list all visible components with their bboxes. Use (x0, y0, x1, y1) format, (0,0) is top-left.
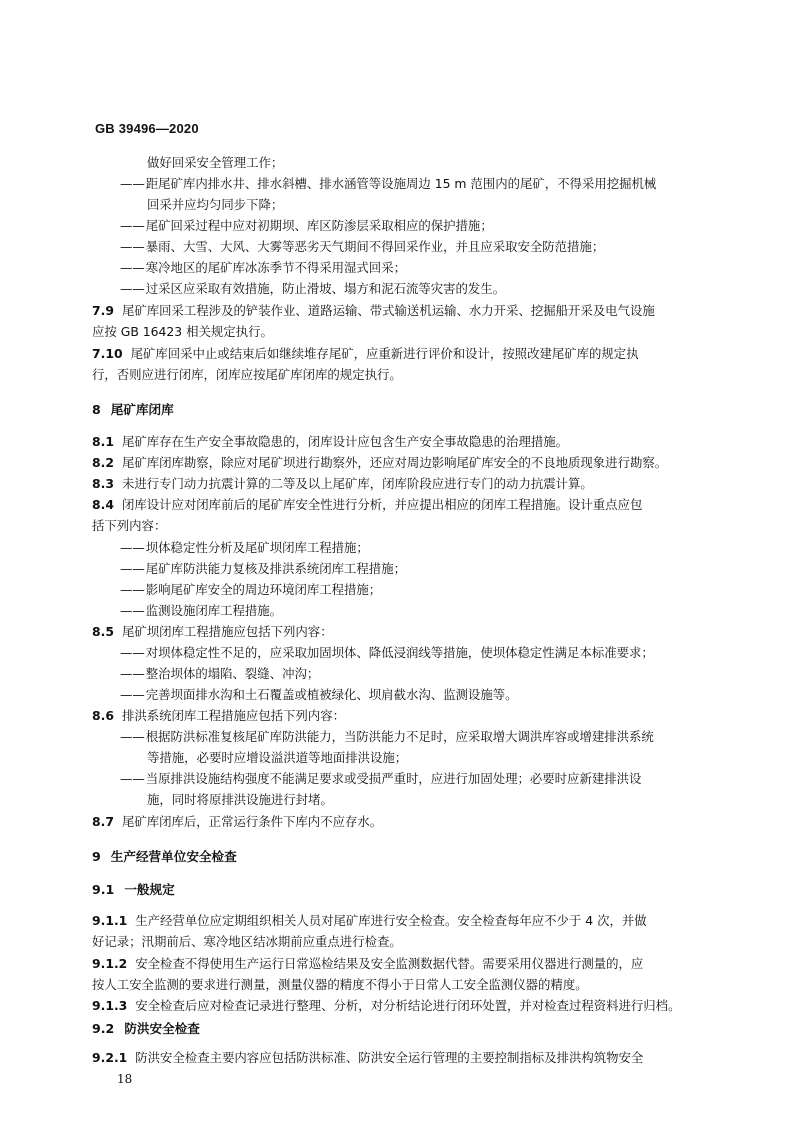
section-heading-8: 8 尾矿库闭库 (92, 402, 174, 417)
list-item: ——尾矿库防洪能力复核及排洪系统闭库工程措施； (120, 561, 406, 576)
list-item: ——距尾矿库内排水井、排水斜槽、排水涵管等设施周边 15 m 范围内的尾矿，不得采用挖掘机械 (120, 176, 657, 191)
clause-7-10: 7.10 尾矿库回采中止或结束后如继续堆存尾矿，应重新进行评价和设计，按照改建尾矿库的规定执 (92, 346, 639, 361)
clause-text: 好记录；汛期前后、寒冷地区结冰期前应重点进行检查。 (92, 934, 402, 949)
list-item: ——当原排洪设施结构强度不能满足要求或受损严重时，应进行加固处理；必要时应新建排洪设 (120, 771, 642, 786)
clause-text: 括下列内容： (92, 518, 167, 533)
page-number: 18 (117, 1072, 133, 1086)
clause-8-4: 8.4 闭库设计应对闭库前后的尾矿库安全性进行分析，并应提出相应的闭库工程措施。设计重点应包 (92, 497, 643, 512)
list-item: ——尾矿回采过程中应对初期坝、库区防渗层采取相应的保护措施； (120, 218, 493, 233)
clause-8-5: 8.5 尾矿坝闭库工程措施应包括下列内容： (92, 624, 333, 639)
list-item: ——过采区应采取有效措施，防止滑坡、塌方和泥石流等灾害的发生。 (120, 281, 506, 296)
list-item: ——整治坝体的塌陷、裂缝、冲沟； (120, 666, 320, 681)
clause-7-9: 7.9 尾矿库回采工程涉及的铲装作业、道路运输、带式输送机运输、水力开采、挖掘船开采及电气设施 (92, 303, 655, 318)
clause-8-3: 8.3 未进行专门动力抗震计算的二等及以上尾矿库，闭库阶段应进行专门的动力抗震计算。 (92, 476, 593, 491)
list-item: ——暴雨、大雪、大风、大雾等恶劣天气期间不得回采作业，并且应采取安全防范措施； (120, 239, 605, 254)
clause-text: 行，否则应进行闭库，闭库应按尾矿库闭库的规定执行。 (92, 367, 402, 382)
list-item: ——完善坝面排水沟和土石覆盖或植被绿化、坝肩截水沟、监测设施等。 (120, 687, 518, 702)
standard-number: GB 39496—2020 (95, 121, 199, 136)
clause-8-7: 8.7 尾矿库闭库后，正常运行条件下库内不应存水。 (92, 814, 383, 829)
list-item: ——根据防洪标准复核尾矿库防洪能力，当防洪能力不足时，应采取增大调洪库容或增建排洪系统 (120, 729, 654, 744)
list-item: 等措施，必要时应增设溢洪道等地面排洪设施； (147, 750, 408, 765)
clause-text: 按人工安全监测的要求进行测量，测量仪器的精度不得小于日常人工安全监测仪器的精度。 (92, 977, 588, 992)
list-item: ——影响尾矿库安全的周边环境闭库工程措施； (120, 582, 382, 597)
section-heading-9-1: 9.1 一般规定 (92, 882, 175, 897)
clause-8-6: 8.6 排洪系统闭库工程措施应包括下列内容： (92, 708, 345, 723)
section-heading-9-2: 9.2 防洪安全检查 (92, 1021, 200, 1036)
clause-9-1-1: 9.1.1 生产经营单位应定期组织相关人员对尾矿库进行安全检查。安全检查每年应不少于 4 次，并做 (92, 913, 647, 928)
clause-9-1-2: 9.1.2 安全检查不得使用生产运行日常巡检结果及安全监测数据代替。需要采用仪器进行测量的，应 (92, 956, 644, 971)
clause-8-2: 8.2 尾矿库闭库勘察，除应对尾矿坝进行勘察外，还应对周边影响尾矿库安全的不良地质现象进行勘察。 (92, 455, 668, 470)
clause-9-2-1: 9.2.1 防洪安全检查主要内容应包括防洪标准、防洪安全运行管理的主要控制指标及排洪构筑物安全 (92, 1050, 644, 1065)
list-item: ——监测设施闭库工程措施。 (120, 603, 283, 618)
list-item: ——对坝体稳定性不足的，应采取加固坝体、降低浸润线等措施，使坝体稳定性满足本标准要求； (120, 645, 654, 660)
section-heading-9: 9 生产经营单位安全检查 (92, 849, 237, 864)
clause-text: 应按 GB 16423 相关规定执行。 (92, 324, 273, 339)
list-item: ——寒冷地区的尾矿库冰冻季节不得采用湿式回采； (120, 260, 406, 275)
list-item: 做好回采安全管理工作； (147, 155, 284, 170)
list-item: ——坝体稳定性分析及尾矿坝闭库工程措施； (120, 540, 369, 555)
list-item: 回采并应均匀同步下降； (147, 197, 284, 212)
clause-8-1: 8.1 尾矿库存在生产安全事故隐患的，闭库设计应包含生产安全事故隐患的治理措施。 (92, 434, 569, 449)
clause-9-1-3: 9.1.3 安全检查后应对检查记录进行整理、分析，对分析结论进行闭环处置，并对检查过程资料进行归档。 (92, 998, 681, 1013)
list-item: 施，同时将原排洪设施进行封堵。 (147, 792, 333, 807)
